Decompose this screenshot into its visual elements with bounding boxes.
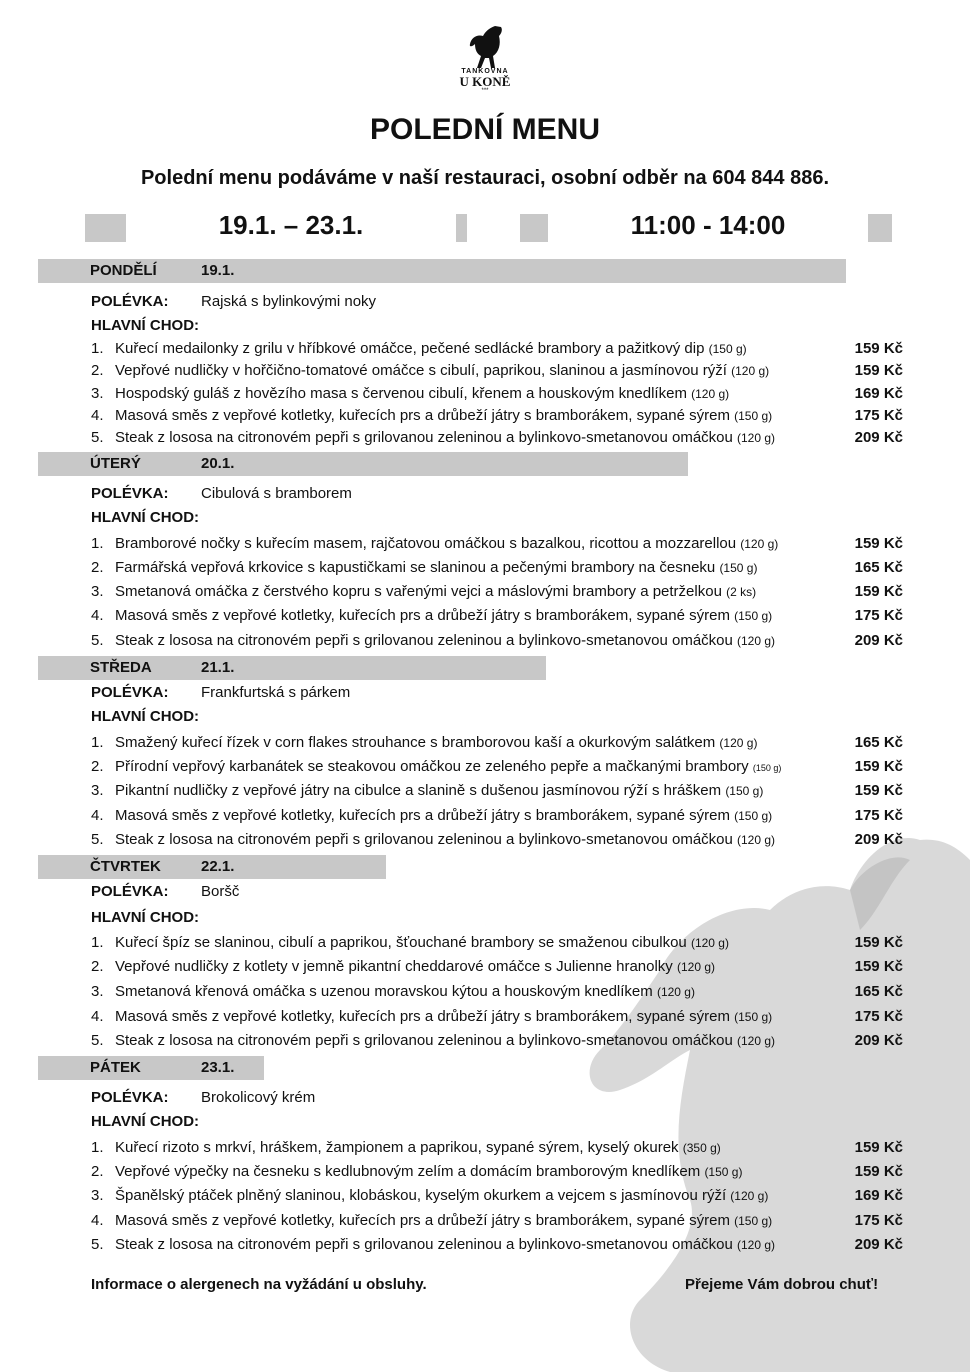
day-date: 19.1. — [201, 262, 235, 279]
main-course-label: HLAVNÍ CHOD: — [91, 909, 200, 926]
item-number: 1. — [91, 734, 104, 751]
menu-item — [91, 982, 903, 1002]
item-number: 2. — [91, 559, 104, 576]
day-date: 20.1. — [201, 455, 235, 472]
menu-item — [91, 806, 903, 826]
soup-name: Brokolicový krém — [201, 1089, 316, 1106]
item-weight: (120 g) — [740, 537, 779, 551]
soup-label: POLÉVKA: — [91, 485, 169, 502]
day-header — [38, 1056, 264, 1080]
item-price: 159 Kč — [854, 583, 903, 600]
item-weight: (150 g) — [734, 1214, 773, 1228]
item-weight: (120 g) — [691, 387, 730, 401]
item-weight: (120 g) — [737, 634, 776, 648]
menu-item — [91, 361, 903, 381]
item-price: 209 Kč — [854, 429, 903, 446]
main-course-label: HLAVNÍ CHOD: — [91, 317, 200, 334]
item-text: Španělský ptáček plněný slaninou, klobáskou, kyselým okurkem a vejcem s jasmínovou rýží — [115, 1187, 727, 1204]
item-text: Smetanová křenová omáčka s uzenou moravskou kýtou a houskovým knedlíkem — [115, 983, 653, 1000]
item-number: 3. — [91, 983, 104, 1000]
item-price: 165 Kč — [854, 734, 903, 751]
item-text: Kuřecí rizoto s mrkví, hráškem, žampionem a paprikou, sypané sýrem, kyselý okurek — [115, 1139, 679, 1156]
item-text: Vepřové nudličky z kotlety v jemně pikantní cheddarové omáčce s Julienne hranolky — [115, 958, 673, 975]
item-text: Masová směs z vepřové kotletky, kuřecích prs a drůbeží játry s bramborákem, sypané sýrem — [115, 1008, 730, 1025]
main-course-label: HLAVNÍ CHOD: — [91, 708, 200, 725]
item-number: 3. — [91, 385, 104, 402]
menu-item — [91, 830, 903, 850]
item-number: 4. — [91, 607, 104, 624]
item-weight: (120 g) — [656, 985, 695, 999]
item-price: 209 Kč — [854, 1236, 903, 1253]
day-date: 21.1. — [201, 659, 235, 676]
soup-name: Frankfurtská s párkem — [201, 684, 351, 701]
item-text: Farmářská vepřová krkovice s kapustičkami se slaninou a pečenými brambory na česneku — [115, 559, 716, 576]
item-weight: (120 g) — [737, 833, 776, 847]
item-weight: (150 g) — [704, 1165, 743, 1179]
item-number: 5. — [91, 1236, 104, 1253]
item-text: Hospodský guláš z hovězího masa s červenou cibulí, křenem a houskovým knedlíkem — [115, 385, 687, 402]
main-course-label: HLAVNÍ CHOD: — [91, 509, 200, 526]
item-price: 159 Kč — [854, 1139, 903, 1156]
item-weight: (150 g) — [752, 763, 782, 773]
item-number: 2. — [91, 758, 104, 775]
item-price: 159 Kč — [854, 535, 903, 552]
item-text: Steak z lososa na citronovém pepři s grilovanou zeleninou a bylinkovo-smetanovou omáčkou — [115, 632, 733, 649]
item-weight: (150 g) — [734, 609, 773, 623]
item-text: Přírodní vepřový karbanátek se steakovou omáčkou ze zeleného pepře a mačkanými brambory — [115, 758, 749, 775]
item-weight: (150 g) — [719, 561, 758, 575]
item-number: 3. — [91, 583, 104, 600]
main-course-label: HLAVNÍ CHOD: — [91, 1113, 200, 1130]
day-name: ÚTERÝ — [90, 455, 141, 472]
item-number: 4. — [91, 1212, 104, 1229]
menu-item — [91, 406, 903, 426]
item-number: 2. — [91, 1163, 104, 1180]
hours-label: 11:00 - 14:00 — [548, 204, 868, 246]
item-weight: (150 g) — [734, 809, 773, 823]
item-number: 5. — [91, 831, 104, 848]
menu-item — [91, 1162, 903, 1182]
menu-item — [91, 582, 903, 602]
item-number: 1. — [91, 934, 104, 951]
item-price: 159 Kč — [854, 758, 903, 775]
item-price: 159 Kč — [854, 340, 903, 357]
item-price: 175 Kč — [854, 407, 903, 424]
item-price: 169 Kč — [854, 385, 903, 402]
menu-item — [91, 428, 903, 448]
day-name: PONDĚLÍ — [90, 262, 157, 279]
item-number: 5. — [91, 1032, 104, 1049]
item-text: Masová směs z vepřové kotletky, kuřecích prs a drůbeží játry s bramborákem, sypané sýrem — [115, 607, 730, 624]
soup-name: Cibulová s bramborem — [201, 485, 352, 502]
soup-label: POLÉVKA: — [91, 684, 169, 701]
item-text: Bramborové nočky s kuřecím masem, rajčatovou omáčkou s bazalkou, ricottou a mozzarellou — [115, 535, 737, 552]
item-price: 159 Kč — [854, 362, 903, 379]
menu-item — [91, 339, 903, 359]
item-text: Masová směs z vepřové kotletky, kuřecích prs a drůbeží játry s bramborákem, sypané sýrem — [115, 1212, 730, 1229]
item-weight: (120 g) — [730, 1189, 769, 1203]
day-name: STŘEDA — [90, 659, 152, 676]
item-weight: (120 g) — [690, 936, 729, 950]
item-weight: (2 ks) — [726, 585, 757, 599]
item-weight: (150 g) — [708, 342, 747, 356]
page-title: POLEDNÍ MENU — [369, 113, 600, 146]
menu-item — [91, 606, 903, 626]
item-weight: (120 g) — [731, 364, 770, 378]
day-header — [38, 855, 386, 879]
item-text: Steak z lososa na citronovém pepři s grilovanou zeleninou a bylinkovo-smetanovou omáčkou — [115, 831, 733, 848]
page-subtitle: Polední menu podáváme v naší restauraci, osobní odběr na 604 844 886. — [140, 167, 830, 189]
item-price: 165 Kč — [854, 559, 903, 576]
item-price: 159 Kč — [854, 934, 903, 951]
item-weight: (120 g) — [676, 960, 716, 974]
menu-item — [91, 534, 903, 554]
item-price: 175 Kč — [854, 1212, 903, 1229]
item-number: 3. — [91, 1187, 104, 1204]
item-price: 209 Kč — [854, 1032, 903, 1049]
item-number: 1. — [91, 535, 104, 552]
day-header — [38, 656, 546, 680]
soup-label: POLÉVKA: — [91, 293, 169, 310]
item-price: 175 Kč — [854, 807, 903, 824]
item-weight: (120 g) — [737, 431, 776, 445]
item-price: 209 Kč — [854, 632, 903, 649]
item-text: Smetanová omáčka z čerstvého kopru s vařenými vejci a máslovými brambory a petrželkou — [115, 583, 722, 600]
item-text: Steak z lososa na citronovém pepři s grilovanou zeleninou a bylinkovo-smetanovou omáčkou — [115, 1236, 733, 1253]
day-header — [38, 452, 688, 476]
item-price: 175 Kč — [854, 607, 903, 624]
item-number: 4. — [91, 1008, 104, 1025]
item-number: 4. — [91, 407, 104, 424]
item-text: Kuřecí medailonky z grilu v hříbkové omáčce, pečené sedlácké brambory a pažitkový dip — [115, 340, 705, 357]
item-number: 5. — [91, 632, 104, 649]
day-header — [38, 259, 846, 283]
logo-small-text: TANKOVNA — [461, 68, 509, 75]
item-price: 159 Kč — [854, 782, 903, 799]
item-weight: (350 g) — [682, 1141, 721, 1155]
soup-name: Boršč — [201, 883, 240, 900]
day-date: 22.1. — [201, 858, 235, 875]
day-date: 23.1. — [201, 1059, 235, 1076]
menu-item — [91, 1235, 903, 1255]
item-number: 2. — [91, 362, 104, 379]
item-number: 5. — [91, 429, 104, 446]
item-weight: (150 g) — [734, 409, 773, 423]
item-price: 169 Kč — [854, 1187, 903, 1204]
item-weight: (120 g) — [719, 736, 758, 750]
item-text: Masová směs z vepřové kotletky, kuřecích prs a drůbeží játry s bramborákem, sypané sýrem — [115, 807, 730, 824]
item-price: 209 Kč — [854, 831, 903, 848]
menu-item — [91, 957, 903, 977]
day-name: ČTVRTEK — [90, 858, 161, 875]
item-price: 159 Kč — [854, 958, 903, 975]
item-text: Vepřové výpečky na česneku s kedlubnovým zelím a domácím bramborovým knedlíkem — [115, 1163, 701, 1180]
item-price: 159 Kč — [854, 1163, 903, 1180]
item-number: 4. — [91, 807, 104, 824]
item-text: Kuřecí špíz se slaninou, cibulí a paprikou, šťouchané brambory se smaženou cibulkou — [115, 934, 687, 951]
item-number: 1. — [91, 340, 104, 357]
item-weight: (150 g) — [725, 784, 764, 798]
menu-item — [91, 1138, 903, 1158]
soup-label: POLÉVKA: — [91, 883, 169, 900]
item-weight: (150 g) — [734, 1010, 773, 1024]
closing-wish: Přejeme Vám dobrou chuť! — [685, 1276, 879, 1293]
logo-name: U KONĚ — [459, 74, 511, 89]
menu-item — [91, 733, 903, 753]
item-text: Masová směs z vepřové kotletky, kuřecích prs a drůbeží játry s bramborákem, sypané sýrem — [115, 407, 730, 424]
item-text: Pikantní nudličky z vepřové játry na cibulce a slanině s dušenou jasmínovou rýží s hráškem — [115, 782, 722, 799]
menu-item — [91, 933, 903, 953]
menu-item — [91, 631, 903, 651]
menu-item — [91, 1186, 903, 1206]
soup-name: Rajská s bylinkovými noky — [201, 293, 377, 310]
restaurant-logo — [430, 24, 540, 104]
item-text: Vepřové nudličky v hořčično-tomatové omáčce s cibulí, paprikou, slaninou a jasmínovou rýží — [115, 362, 727, 379]
menu-item — [91, 757, 903, 777]
item-number: 3. — [91, 782, 104, 799]
menu-item — [91, 1031, 903, 1051]
item-text: Smažený kuřecí řízek v corn flakes strouhance s bramborovou kaší a okurkovým salátkem — [115, 734, 716, 751]
item-number: 1. — [91, 1139, 104, 1156]
item-price: 165 Kč — [854, 983, 903, 1000]
item-weight: (120 g) — [737, 1238, 776, 1252]
menu-item — [91, 384, 903, 404]
logo-stars: *** — [481, 88, 489, 94]
item-weight: (120 g) — [737, 1034, 776, 1048]
day-name: PÁTEK — [90, 1059, 141, 1076]
dates-label: 19.1. – 23.1. — [126, 204, 456, 246]
item-text: Steak z lososa na citronovém pepři s grilovanou zeleninou a bylinkovo-smetanovou omáčkou — [115, 429, 733, 446]
item-number: 2. — [91, 958, 104, 975]
horse-logo-icon — [465, 24, 505, 70]
soup-label: POLÉVKA: — [91, 1089, 169, 1106]
menu-item — [91, 558, 903, 578]
menu-item — [91, 781, 903, 801]
item-price: 175 Kč — [854, 1008, 903, 1025]
menu-item — [91, 1211, 903, 1231]
menu-item — [91, 1007, 903, 1027]
item-text: Steak z lososa na citronovém pepři s grilovanou zeleninou a bylinkovo-smetanovou omáčkou — [115, 1032, 733, 1049]
allergen-info: Informace o alergenech na vyžádání u obsluhy. — [91, 1276, 427, 1293]
